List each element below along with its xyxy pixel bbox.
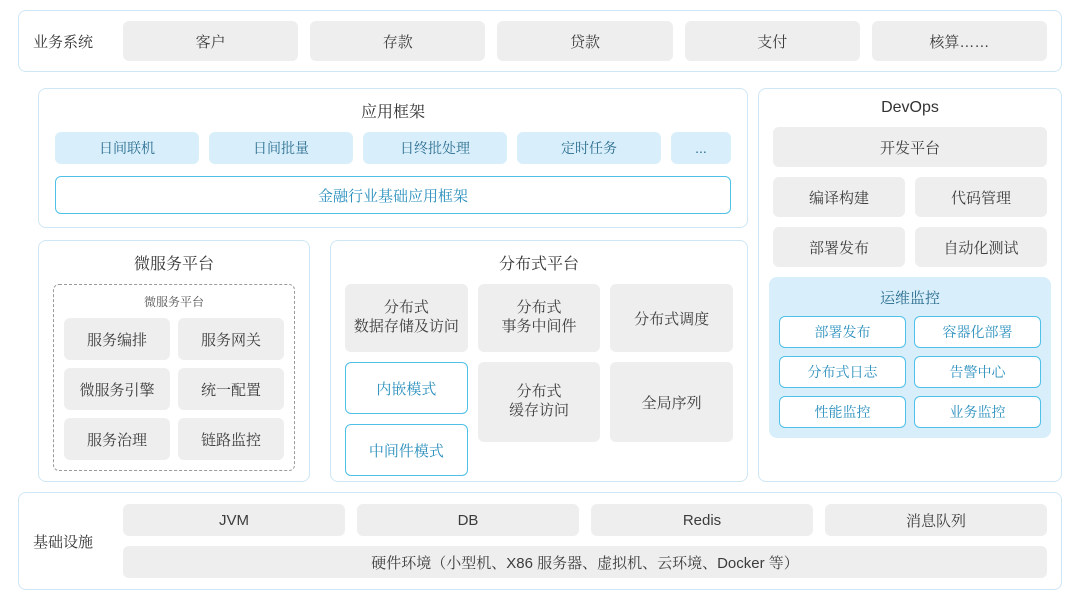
infrastructure-item[interactable]: DB (357, 504, 579, 536)
infrastructure-items (123, 504, 1047, 536)
microservice-platform-title: 微服务平台 (133, 256, 214, 273)
distributed-transaction-box[interactable]: 分布式 事务中间件 (478, 284, 601, 352)
business-system-item[interactable]: 核算…… (872, 21, 1047, 61)
microservice-platform-section (38, 240, 310, 482)
business-system-item[interactable]: 存款 (310, 21, 485, 61)
middleware-mode-box[interactable]: 中间件模式 (345, 424, 468, 476)
platform-cluster (38, 88, 748, 482)
infrastructure-body (123, 504, 1047, 578)
microservice-items (64, 318, 284, 460)
distributed-cache-box[interactable]: 分布式 缓存访问 (478, 362, 601, 442)
ops-monitoring-item[interactable]: 性能监控 (779, 396, 906, 428)
business-system-item[interactable]: 客户 (123, 21, 298, 61)
hardware-environment-box[interactable]: 硬件环境（小型机、X86 服务器、虚拟机、云环境、Docker 等） (123, 546, 1047, 578)
ops-monitoring-item[interactable]: 容器化部署 (914, 316, 1041, 348)
distributed-column-storage (345, 284, 468, 476)
devops-title: DevOps (881, 99, 939, 116)
devops-items-row-2 (773, 227, 1047, 267)
microservice-item[interactable]: 链路监控 (178, 418, 284, 460)
devops-item[interactable]: 部署发布 (773, 227, 905, 267)
devops-section (758, 88, 1062, 482)
devops-item[interactable]: 自动化测试 (915, 227, 1047, 267)
ops-monitoring-group (769, 277, 1051, 438)
app-framework-item[interactable]: 日间批量 (209, 132, 353, 164)
microservice-item[interactable]: 服务网关 (178, 318, 284, 360)
base-application-framework-bar[interactable]: 金融行业基础应用框架 (55, 176, 731, 214)
application-framework-section (38, 88, 748, 228)
microservice-item[interactable]: 统一配置 (178, 368, 284, 410)
app-framework-item[interactable]: 定时任务 (517, 132, 661, 164)
ops-monitoring-item[interactable]: 告警中心 (914, 356, 1041, 388)
global-sequence-box[interactable]: 全局序列 (610, 362, 733, 442)
distributed-platform-columns (331, 284, 747, 476)
microservice-item[interactable]: 微服务引擎 (64, 368, 170, 410)
infrastructure-item[interactable]: Redis (591, 504, 813, 536)
business-systems-items (123, 21, 1047, 61)
distributed-schedule-box[interactable]: 分布式调度 (610, 284, 733, 352)
business-systems-section (18, 10, 1062, 72)
app-framework-more-item[interactable]: ... (671, 132, 731, 164)
ops-monitoring-items (779, 316, 1041, 428)
ops-monitoring-item[interactable]: 部署发布 (779, 316, 906, 348)
ops-monitoring-item[interactable]: 分布式日志 (779, 356, 906, 388)
microservice-item[interactable]: 服务治理 (64, 418, 170, 460)
devops-body (759, 127, 1061, 267)
devops-items-row-1 (773, 177, 1047, 217)
application-framework-items (39, 132, 747, 164)
microservice-item[interactable]: 服务编排 (64, 318, 170, 360)
devops-item[interactable]: 编译构建 (773, 177, 905, 217)
devops-item[interactable]: 代码管理 (915, 177, 1047, 217)
distributed-column-transaction (478, 284, 601, 476)
application-framework-title: 应用框架 (360, 104, 425, 121)
distributed-platform-section (330, 240, 748, 482)
microservice-inner-caption: 微服务平台 (143, 295, 204, 309)
distributed-platform-title: 分布式平台 (498, 256, 579, 273)
dev-platform-box[interactable]: 开发平台 (773, 127, 1047, 167)
infrastructure-item[interactable]: JVM (123, 504, 345, 536)
microservice-inner-group (53, 284, 295, 471)
ops-monitoring-item[interactable]: 业务监控 (914, 396, 1041, 428)
business-systems-label: 业务系统 (33, 33, 94, 51)
infrastructure-label: 基础设施 (33, 533, 94, 551)
infrastructure-item[interactable]: 消息队列 (825, 504, 1047, 536)
business-system-item[interactable]: 支付 (685, 21, 860, 61)
ops-monitoring-title: 运维监控 (879, 290, 940, 307)
infrastructure-section (18, 492, 1062, 590)
business-system-item[interactable]: 贷款 (497, 21, 672, 61)
hardware-environment-row (123, 546, 1047, 578)
embedded-mode-box[interactable]: 内嵌模式 (345, 362, 468, 414)
app-framework-item[interactable]: 日间联机 (55, 132, 199, 164)
distributed-column-schedule (610, 284, 733, 476)
distributed-storage-box[interactable]: 分布式 数据存储及访问 (345, 284, 468, 352)
app-framework-item[interactable]: 日终批处理 (363, 132, 507, 164)
